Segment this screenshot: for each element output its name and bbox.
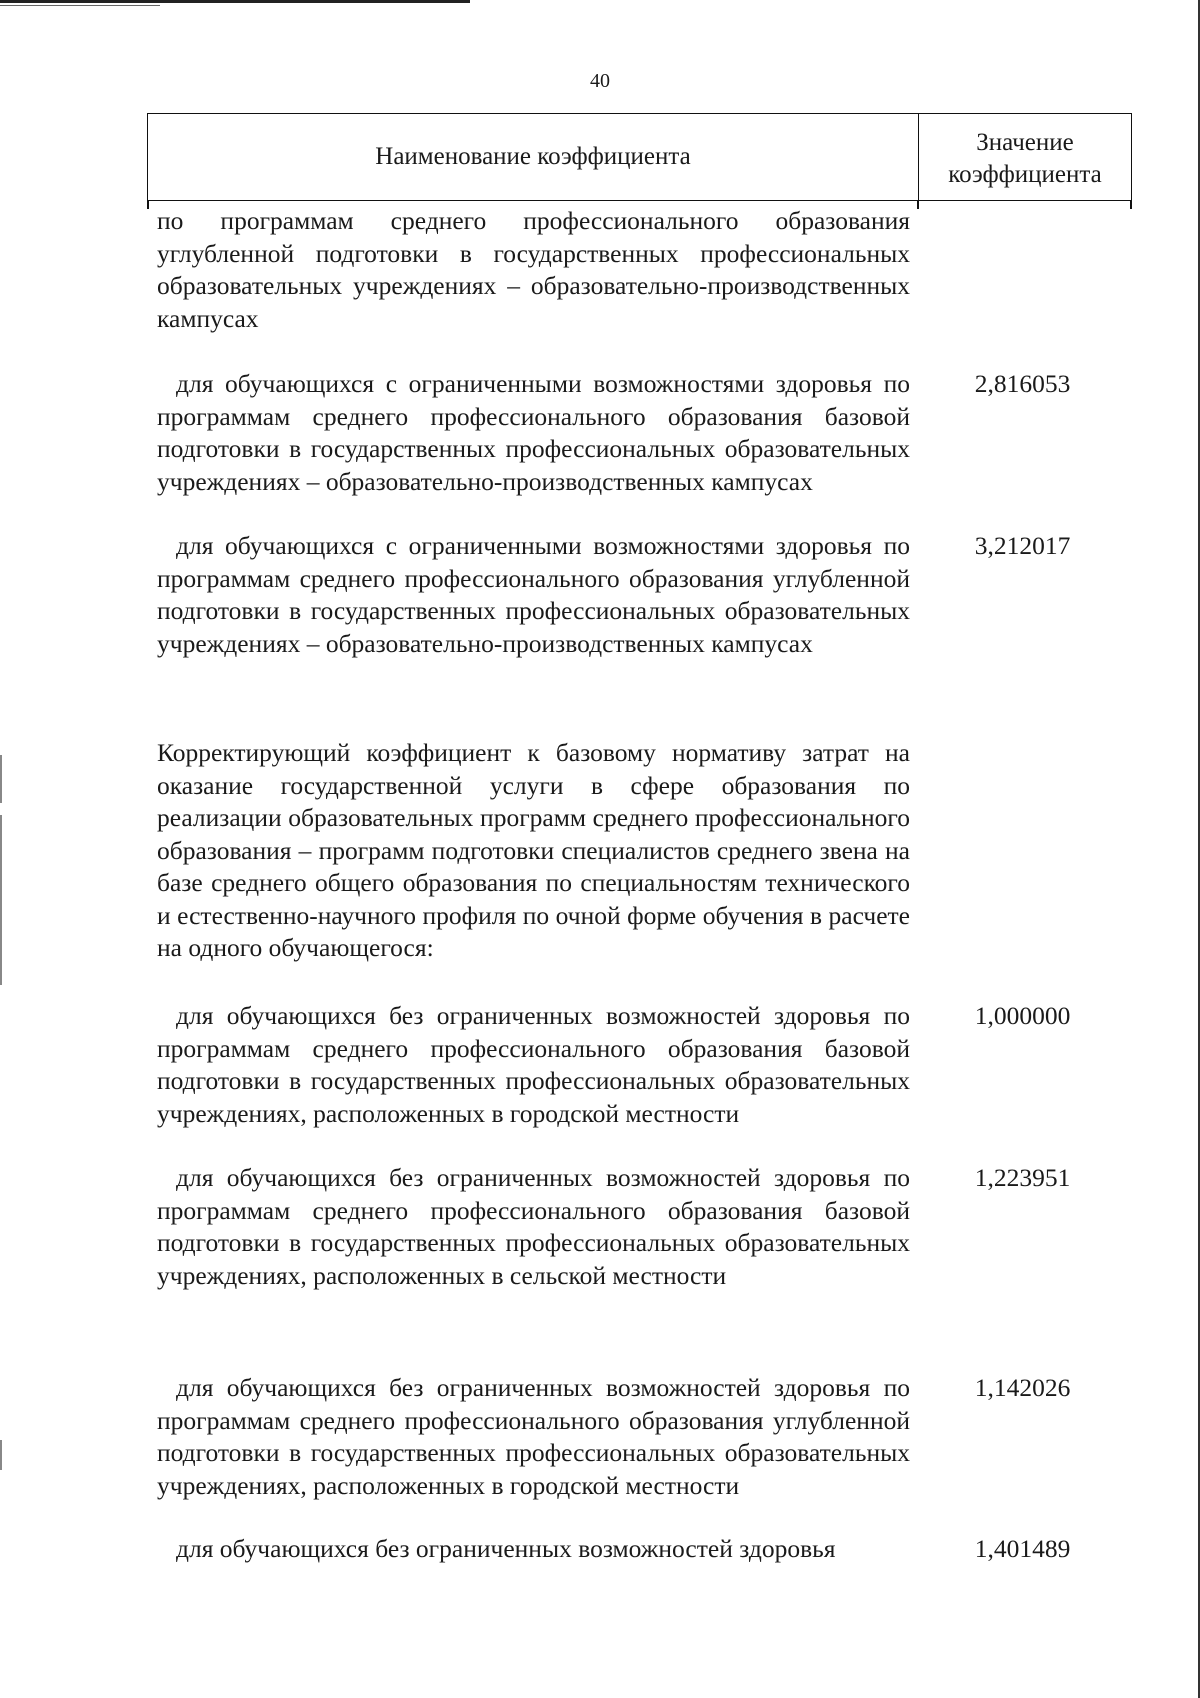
table-left-border (147, 201, 149, 209)
coefficient-value: 1,142026 (974, 1373, 1071, 1402)
table-row: для обучающихся без ограниченных возможностей здоровья по программам среднего профессионального образования базовой подготовки в государственных профессиональных образовательных учреждениях, расположенных в городской местности (157, 1001, 910, 1128)
scan-edge-top-thin (0, 5, 160, 6)
table-row: для обучающихся с ограниченными возможностями здоровья по программам среднего профессионального образования углубленной подготовки в государственных профессиональных образовательных учреждениях – образовательно-производственных кампусах (157, 531, 910, 658)
scan-edge-left (0, 815, 2, 985)
header-coefficient-name: Наименование коэффициента (148, 114, 919, 200)
coefficient-value: 1,401489 (974, 1534, 1071, 1563)
table-row: для обучающихся без ограниченных возможностей здоровья по программам среднего профессионального образования базовой подготовки в государственных профессиональных образовательных учреждениях, расположенных в сельской местности (157, 1163, 910, 1290)
scan-edge-left (0, 1440, 2, 1470)
coefficient-value: 3,212017 (974, 531, 1071, 560)
table-divider (917, 201, 919, 209)
section-heading-row: Корректирующий коэффициент к базовому нормативу затрат на оказание государственной услуги в сфере образования по реализации образовательных программ среднего профессионального образования – программ подготовки специалистов среднего звена на базе среднего общего образования по специальностям технического и естественно-научного профиля по очной форме обучения в расчете на одного обучающегося: (157, 738, 910, 962)
table-right-border (1130, 201, 1132, 209)
page-number: 40 (590, 70, 610, 92)
coefficient-value: 1,000000 (974, 1001, 1071, 1030)
table-row: для обучающихся с ограниченными возможностями здоровья по программам среднего профессионального образования базовой подготовки в государственных профессиональных образовательных учреждениях – образовательно-производственных кампусах (157, 369, 910, 496)
coefficient-value: 2,816053 (974, 369, 1071, 398)
table-row: по программам среднего профессионального образования углубленной подготовки в государственных профессиональных образовательных учреждениях – образовательно-производственных кампусах (157, 206, 910, 333)
table-header (147, 113, 1132, 201)
scan-edge-top (0, 0, 470, 3)
table-row: для обучающихся без ограниченных возможностей здоровья (176, 1534, 836, 1563)
table-row: для обучающихся без ограниченных возможностей здоровья по программам среднего профессионального образования углубленной подготовки в государственных профессиональных образовательных учреждениях, расположенных в городской местности (157, 1373, 910, 1500)
scan-edge-left (0, 755, 2, 803)
header-coefficient-value: Значение коэффициента (948, 129, 1102, 188)
coefficient-value: 1,223951 (974, 1163, 1071, 1192)
